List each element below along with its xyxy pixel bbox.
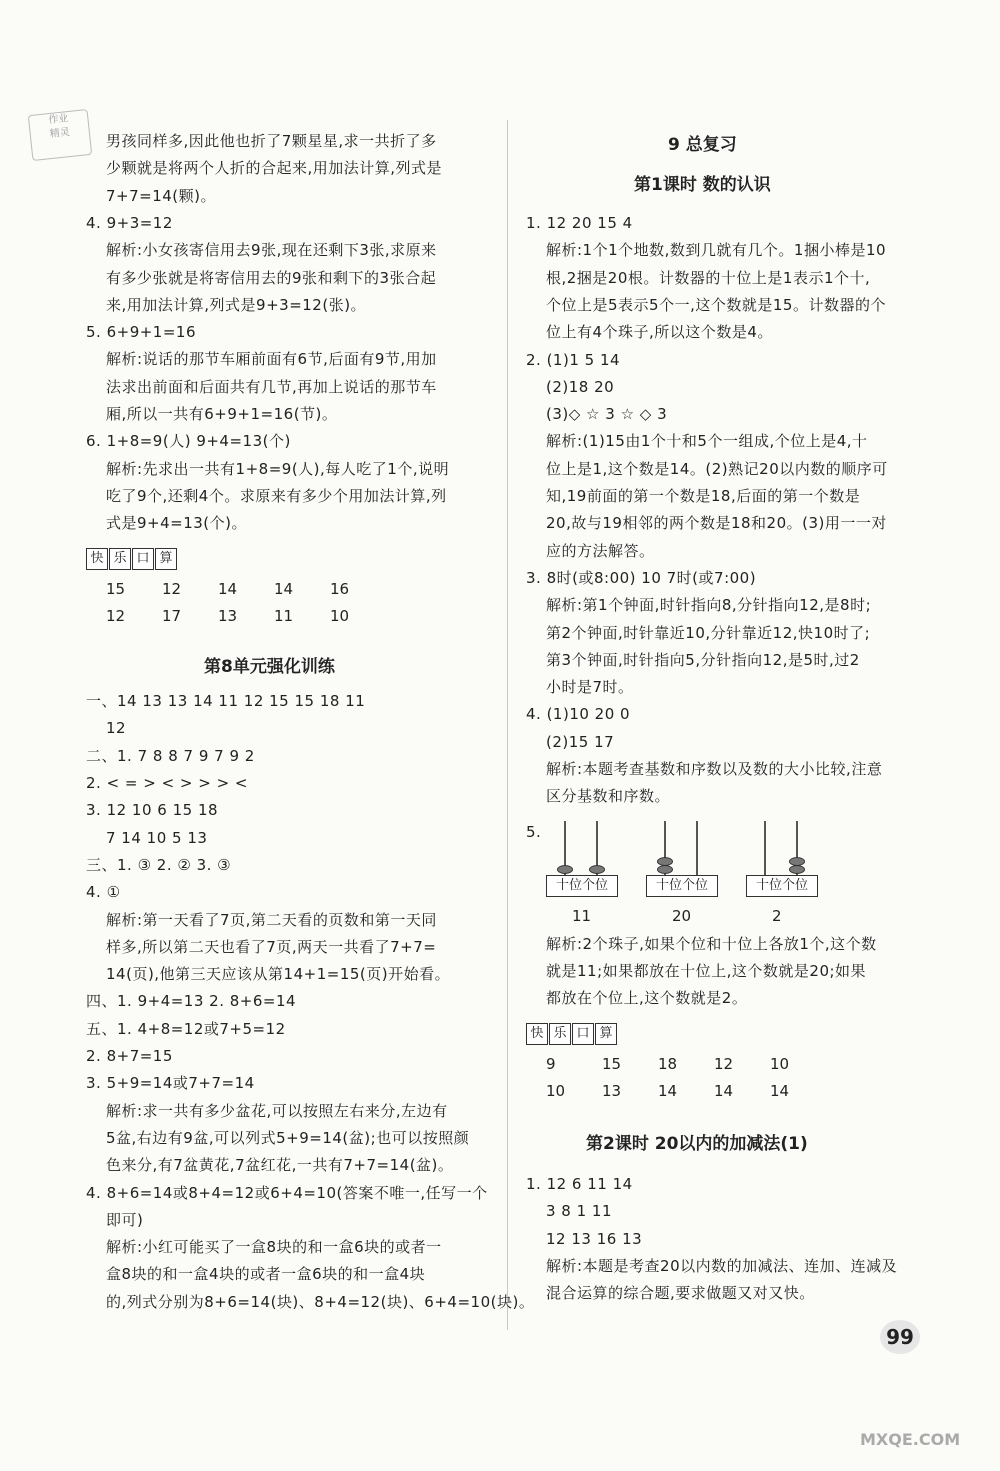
left-para-line: 来,用加法计算,列式是9+3=12(张)。	[106, 295, 367, 314]
abacus-place-label: 十位个位	[646, 875, 718, 897]
unit8-line: 12	[106, 719, 127, 738]
unit8-line: 7 14 10 5 13	[106, 828, 208, 847]
unit8-line: 3. 5+9=14或7+7=14	[86, 1074, 255, 1093]
abacus-value: 2	[772, 906, 782, 925]
label-char: 乐	[109, 548, 131, 570]
lesson1-title: 第1课时 数的认识	[634, 175, 771, 195]
lesson1-line: (3)◇ ☆ 3 ☆ ◇ 3	[546, 405, 668, 424]
unit8-line: 三、1. ③ 2. ② 3. ③	[86, 855, 232, 874]
left-para-line: 解析:说话的那节车厢前面有6节,后面有9节,用加	[106, 350, 437, 369]
left-para-line: 解析:小女孩寄信用去9张,现在还剩下3张,求原来	[106, 241, 437, 260]
mental-math-answer: 12	[106, 606, 126, 625]
unit8-line: 五、1. 4+8=12或7+5=12	[86, 1019, 286, 1038]
lesson2-line: 解析:本题是考查20以内数的加减法、连加、连减及	[546, 1257, 898, 1275]
mental-math-answer: 18	[658, 1054, 678, 1073]
left-para-line: 法求出前面和后面共有几节,再加上说话的那节车	[106, 377, 437, 396]
unit8-line: 解析:求一共有多少盆花,可以按照左右来分,左边有	[106, 1101, 448, 1120]
lesson1-line: 20,故与19相邻的两个数是18和20。(3)用一一对	[546, 514, 887, 533]
unit8-line: 3. 12 10 6 15 18	[86, 801, 219, 820]
label-char: 算	[155, 548, 177, 570]
mental-math-answer: 10	[330, 606, 350, 625]
abacus-value: 20	[672, 906, 692, 925]
left-para-line: 少颗就是将两个人折的合起来,用加法计算,列式是	[106, 159, 443, 178]
lesson1-line: (2)15 17	[546, 732, 615, 751]
mental-math-row	[106, 603, 386, 629]
unit8-line: 4. ①	[86, 883, 121, 902]
lesson1-line: 解析:第1个钟面,时针指向8,分针指向12,是8时;	[546, 596, 872, 615]
lesson1-line: 区分基数和序数。	[546, 787, 671, 806]
label-char: 口	[572, 1023, 594, 1045]
abacus-rod	[696, 821, 698, 881]
mental-math-row	[546, 1051, 826, 1077]
left-para-line: 厢,所以一共有6+9+1=16(节)。	[106, 405, 338, 423]
lesson2-title: 第2课时 20以内的加减法(1)	[586, 1134, 808, 1155]
unit8-line: 盒8块的和一盒4块的或者一盒6块的和一盒4块	[106, 1265, 426, 1284]
q5-line: 就是11;如果都放在十位上,这个数就是20;如果	[546, 961, 867, 980]
mental-math-answer: 14	[658, 1081, 678, 1100]
lesson1-line: 4. (1)10 20 0	[526, 705, 631, 724]
left-para-line: 6. 1+8=9(人) 9+4=13(个)	[86, 432, 291, 451]
mental-math-row	[106, 576, 386, 602]
lesson1-line: 个位上是5表示5个一,这个数就是15。计数器的个	[546, 295, 886, 314]
q5-label: 5.	[526, 822, 542, 841]
unit8-line: 5盆,右边有9盆,可以列式5+9=14(盆);也可以按照颜	[106, 1128, 470, 1147]
left-para-line: 7+7=14(颗)。	[106, 186, 217, 205]
mental-math-answer: 17	[162, 606, 182, 625]
mental-math-answer: 10	[770, 1054, 790, 1073]
unit8-line: 2. < = > < > > > <	[86, 774, 249, 792]
mental-math-answer: 15	[602, 1054, 622, 1073]
lesson2-line: 混合运算的综合题,要求做题又对又快。	[546, 1284, 815, 1303]
abacus-value: 11	[572, 906, 592, 925]
mental-math-answer: 12	[162, 579, 182, 598]
lesson1-line: 解析:1个1个地数,数到几就有几个。1捆小棒是10	[546, 241, 887, 260]
label-char: 算	[595, 1023, 617, 1045]
page-number: 99	[880, 1320, 920, 1354]
unit8-line: 二、1. 7 8 8 7 9 7 9 2	[86, 746, 255, 765]
abacus-bead	[657, 857, 673, 866]
lesson1-line: 位上是1,这个数是14。(2)熟记20以内数的顺序可	[546, 459, 888, 478]
chapter-title: 9 总复习	[668, 135, 737, 155]
left-para-line: 有多少张就是将寄信用去的9张和剩下的3张合起	[106, 268, 437, 287]
unit8-line: 14(页),他第三天应该从第14+1=15(页)开始看。	[106, 965, 451, 984]
left-para-line: 5. 6+9+1=16	[86, 323, 197, 342]
column-divider	[507, 120, 508, 1330]
unit8-line: 色来分,有7盆黄花,7盆红花,一共有7+7=14(盆)。	[106, 1156, 454, 1175]
left-para-line: 男孩同样多,因此他也折了7颗星星,求一共折了多	[106, 132, 437, 150]
lesson1-line: 第2个钟面,时针靠近10,分针靠近12,快10时了;	[546, 623, 871, 642]
abacus-rod	[764, 821, 766, 881]
label-char: 快	[526, 1023, 548, 1045]
unit8-line: 2. 8+7=15	[86, 1047, 173, 1065]
mental-math-answer: 14	[274, 579, 294, 598]
lesson2-line: 12 13 16 13	[546, 1229, 643, 1248]
unit8-line: 解析:小红可能买了一盒8块的和一盒6块的或者一	[106, 1238, 442, 1257]
label-char: 口	[132, 548, 154, 570]
unit8-line: 一、14 13 13 14 11 12 15 15 18 11	[86, 692, 366, 711]
lesson1-line: 解析:(1)15由1个十和5个一组成,个位上是4,十	[546, 432, 868, 451]
mental-math-answer: 9	[546, 1054, 556, 1073]
abacus-place-label: 十位个位	[746, 875, 818, 897]
abacus-counter	[746, 821, 816, 925]
q5-line: 都放在个位上,这个数就是2。	[546, 989, 748, 1008]
mental-math-answer: 11	[274, 606, 294, 625]
lesson2-line: 3 8 1 11	[546, 1202, 613, 1221]
unit8-line: 样多,所以第二天也看了7页,两天一共看了7+7=	[106, 937, 437, 956]
stamp-logo: 作业 精灵	[28, 109, 92, 161]
lesson1-line: 小时是7时。	[546, 678, 634, 697]
mental-math-answer: 13	[602, 1081, 622, 1100]
lesson2-line: 1. 12 6 11 14	[526, 1175, 633, 1194]
abacus-counter	[546, 821, 616, 925]
lesson1-line: 3. 8时(或8:00) 10 7时(或7:00)	[526, 568, 757, 587]
mental-math-answer: 14	[770, 1081, 790, 1100]
unit8-line: 解析:第一天看了7页,第二天看的页数和第一天同	[106, 910, 437, 929]
abacus-bead	[789, 857, 805, 866]
abacus-bead	[557, 865, 573, 874]
mental-math-answer: 12	[714, 1054, 734, 1073]
abacus-bead	[589, 865, 605, 874]
lesson1-line: 解析:本题考查基数和序数以及数的大小比较,注意	[546, 760, 883, 778]
mental-math-answer: 13	[218, 606, 238, 625]
watermark: MXQE.COM	[860, 1430, 961, 1449]
lesson1-line: 知,19前面的第一个数是18,后面的第一个数是	[546, 487, 861, 505]
unit8-title: 第8单元强化训练	[204, 657, 335, 678]
abacus-bead	[789, 865, 805, 874]
unit8-line: 即可)	[106, 1210, 144, 1229]
unit8-line: 4. 8+6=14或8+4=12或6+4=10(答案不唯一,任写一个	[86, 1183, 488, 1202]
mental-math-answer: 16	[330, 579, 350, 598]
left-para-line: 式是9+4=13(个)。	[106, 514, 248, 533]
kuaile-kousuan-label	[86, 548, 178, 570]
mental-math-answer: 15	[106, 579, 126, 598]
left-para-line: 解析:先求出一共有1+8=9(人),每人吃了1个,说明	[106, 459, 450, 478]
lesson1-line: 1. 12 20 15 4	[526, 214, 633, 232]
mental-math-answer: 14	[218, 579, 238, 598]
label-char: 快	[86, 548, 108, 570]
unit8-line: 的,列式分别为8+6=14(块)、8+4=12(块)、6+4=10(块)。	[106, 1292, 535, 1311]
lesson1-line: (2)18 20	[546, 377, 615, 396]
lesson1-line: 第3个钟面,时针指向5,分针指向12,是5时,过2	[546, 650, 860, 669]
label-char: 乐	[549, 1023, 571, 1045]
unit8-line: 四、1. 9+4=13 2. 8+6=14	[86, 992, 297, 1011]
mental-math-answer: 14	[714, 1081, 734, 1100]
kuaile-kousuan-label	[526, 1023, 618, 1045]
q5-line: 解析:2个珠子,如果个位和十位上各放1个,这个数	[546, 934, 877, 953]
left-para-line: 吃了9个,还剩4个。求原来有多少个用加法计算,列	[106, 486, 447, 505]
abacus-place-label: 十位个位	[546, 875, 618, 897]
lesson1-line: 根,2捆是20根。计数器的十位上是1表示1个十,	[546, 268, 871, 287]
lesson1-line: 2. (1)1 5 14	[526, 350, 621, 369]
lesson1-line: 应的方法解答。	[546, 541, 655, 560]
abacus-counter	[646, 821, 716, 925]
mental-math-answer: 10	[546, 1081, 566, 1100]
lesson1-line: 位上有4个珠子,所以这个数是4。	[546, 323, 773, 342]
mental-math-row	[546, 1078, 826, 1104]
left-para-line: 4. 9+3=12	[86, 213, 173, 232]
abacus-bead	[657, 865, 673, 874]
